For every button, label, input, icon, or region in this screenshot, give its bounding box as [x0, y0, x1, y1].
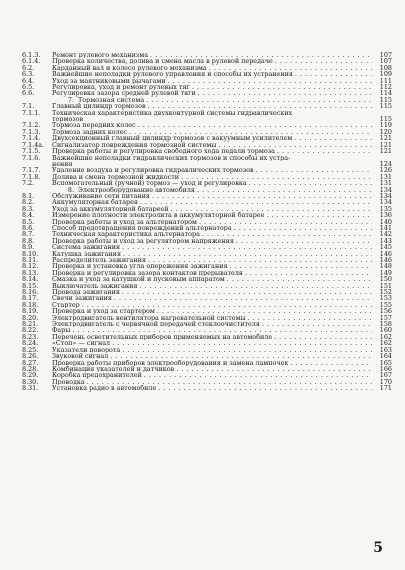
toc-entry-page: 156 [379, 308, 392, 315]
toc-entry-page: 111 [379, 77, 392, 85]
toc-entry-number: 8.12. [22, 263, 39, 270]
toc-entry-title: Проверка работы и регулировка свободного хода педали тормоза [52, 148, 275, 155]
toc-entry-title: Вспомогательный (ручной) тормоз — уход и регулировка [52, 180, 247, 187]
toc-entry-number: 8.8. [22, 237, 35, 245]
toc-entry-page: 146 [379, 250, 392, 257]
toc-entry-page: 115 [379, 103, 392, 110]
toc-entry-title: Важнейшие неполадки гидравлических тормозов и способы их устра- [52, 154, 291, 161]
toc-entry-number: 8.18. [22, 301, 39, 309]
toc-entry-title: Способ предотвращения повреждений альтернатора [52, 224, 232, 232]
toc-entry-title: Проверка и уход за стартером [52, 308, 155, 315]
toc-entry-page: 151 [379, 282, 392, 290]
toc-entry-title: Проверка количества, долива и смена масла в рулевой передаче [52, 58, 273, 65]
toc-entry-number: 7.1.6. [22, 154, 41, 161]
toc-entry-page: 112 [379, 84, 392, 91]
toc-entry-number: 7.1.5. [22, 148, 41, 155]
toc-entry-page: 119 [379, 122, 392, 129]
toc-entry-title: Коробка предохранителей [52, 372, 142, 379]
toc-entry-title: Свечи зажигания [52, 295, 112, 302]
toc-entry-number: 7.1.4а. [22, 141, 45, 149]
toc-entry-title: Уход за маятниковыми рычагами [52, 77, 166, 85]
toc-entry-page: 157 [379, 314, 392, 322]
toc-entry-page: 142 [379, 231, 392, 238]
toc-leader-dots [275, 148, 372, 154]
toc-entry-title: Техническая характеристика двухконтурной системы гидравлических [52, 109, 293, 117]
toc-entry-number: 8.6. [22, 224, 35, 232]
toc-entry-page: 107 [379, 58, 392, 65]
toc-entry-page: 136 [379, 212, 392, 219]
toc-entry-page: 153 [379, 295, 392, 302]
toc-entry-number: 6.6. [22, 90, 35, 97]
toc-entry-page: 126 [379, 167, 392, 174]
toc-entry-number: 8.21. [22, 321, 39, 328]
toc-entry-title: Проверка и регулировка зазора контактов прерывателя [52, 269, 243, 277]
toc-entry-title: Проверка и установка угла опережения зажигания [52, 263, 228, 270]
toc-entry-number: 7.1.7. [22, 167, 41, 174]
toc-entry-title: Ремонт рулевого механизма [52, 52, 149, 59]
toc-entry-title: Обслуживание сети питания [52, 192, 150, 200]
toc-entry-number: 7.1. [22, 103, 35, 110]
toc-entry-page: 162 [379, 340, 392, 347]
toc-entry-page: 115 [379, 116, 392, 123]
toc-entry-page: 149 [379, 269, 392, 277]
toc-entry-number: 8.24. [22, 340, 39, 347]
toc-entry-page: 120 [379, 128, 392, 136]
toc-entry-page: 166 [379, 365, 392, 373]
toc-entry-title: Электрооборудование автомобиля [78, 186, 195, 193]
toc-entry-title: Карданный вал и колесо рулевого механизма [52, 64, 207, 72]
toc-entry [22, 385, 392, 391]
toc-entry-title: Провода зажигания [52, 289, 120, 296]
toc-entry-title: Выключатель зажигания [52, 282, 138, 290]
toc-entry-number: 8.23. [22, 333, 39, 341]
toc-entry-page: 146 [379, 257, 392, 264]
toc-entry-page: 121 [379, 148, 392, 155]
toc-entry-number: 8.28. [22, 365, 39, 373]
toc-entry-title: Распределитель зажигания [52, 257, 146, 264]
toc-entry-title: Электродвигатель с червячной передачей стеклоочистителя [52, 321, 260, 328]
toc-entry-page: 171 [379, 385, 392, 392]
toc-entry-page: 135 [379, 205, 392, 213]
toc-entry-number: 8.26. [22, 353, 39, 360]
toc-entry-number: 8.4. [22, 212, 35, 219]
toc-entry-number: 7.1.1. [22, 109, 41, 117]
toc-entry-title: Тормозная система [78, 96, 145, 104]
toc-entry-page: 121 [379, 141, 392, 149]
table-of-contents [22, 52, 392, 392]
toc-entry-page: 160 [379, 327, 392, 334]
toc-entry-number: 7.1.3. [22, 128, 41, 136]
toc-entry-page: 115 [379, 96, 392, 104]
toc-entry-title: Звуковой сигнал [52, 353, 109, 360]
toc-entry-number: 8.1. [22, 192, 35, 200]
toc-leader-dots [146, 103, 372, 109]
toc-entry-page: 134 [379, 192, 392, 200]
toc-entry-page: 131 [379, 180, 392, 187]
toc-entry-page: 121 [379, 135, 392, 142]
toc-entry-number: 8.27. [22, 359, 39, 366]
toc-entry-page: 155 [379, 301, 392, 309]
toc-entry-title: Регулировка, уход и ремонт рулевых тяг [52, 84, 190, 91]
toc-entry-number: 7. [67, 96, 74, 104]
toc-entry-page: 114 [379, 90, 392, 97]
toc-entry-title: Проверка работы и уход за альтернатором [52, 218, 197, 225]
toc-entry-page: 145 [379, 244, 392, 251]
toc-entry-title: Важнейшие неполадки рулевого управления и способы их устранения [52, 71, 293, 78]
toc-entry-number: 8.20. [22, 314, 39, 322]
toc-entry-page: 164 [379, 353, 392, 360]
toc-entry-page: 170 [379, 378, 392, 386]
toc-entry-number: 7.1.8. [22, 173, 41, 181]
toc-entry-title: Тормоза задних колес [52, 128, 127, 136]
toc-entry-title: Электродвигатель вентилятора нагревательной системы [52, 314, 246, 322]
toc-entry-page: 109 [379, 71, 392, 78]
toc-entry-title: «Стоп» — сигнал [52, 340, 111, 347]
toc-entry-title: Уход за аккумуляторной батареей [52, 205, 169, 213]
toc-entry-page: 131 [379, 173, 392, 181]
toc-entry-title: Перечень осветительных приборов применяемых на автомобиле [52, 333, 273, 341]
toc-entry-page: 134 [379, 186, 392, 193]
toc-entry-title: Смазка и уход за катушкой и пусковым аппаратом [52, 276, 225, 283]
toc-entry-title: Фары [52, 327, 71, 334]
toc-entry-page: 107 [379, 52, 392, 59]
toc-entry-page: 163 [379, 346, 392, 354]
toc-entry-number: 8.30. [22, 378, 39, 386]
toc-entry-page: 134 [379, 199, 392, 206]
toc-entry-number: 8.10. [22, 250, 39, 257]
toc-entry-page: 148 [379, 263, 392, 270]
toc-entry-number: 7.2. [22, 180, 35, 187]
toc-entry-number: 8.13. [22, 269, 39, 277]
toc-entry-page: 143 [379, 237, 392, 245]
toc-entry-number: 8.31. [22, 385, 39, 392]
toc-entry-title: Главный цилиндр тормозов [52, 103, 146, 110]
toc-entry-title: Сигнализатор повреждения тормозной системы [52, 141, 217, 149]
toc-entry-number: 8.9. [22, 244, 35, 251]
toc-entry-title: Техническая характеристика альтернатора [52, 231, 200, 238]
toc-entry-page: 124 [379, 160, 392, 168]
toc-entry-page: 162 [379, 333, 392, 341]
toc-entry-number: 7.1.4. [22, 135, 41, 142]
toc-entry-number: 6.5. [22, 84, 35, 91]
toc-entry-number: 6.2. [22, 64, 35, 72]
toc-entry-title: Тормоза передних колес [52, 122, 136, 129]
toc-leader-dots [156, 385, 372, 391]
toc-entry-page: 165 [379, 359, 392, 366]
toc-entry-number: 7.1.2. [22, 122, 41, 129]
toc-entry-number: 8.5. [22, 218, 35, 225]
toc-entry-title: Проверка работы и уход за регулятором напряжения [52, 237, 234, 245]
toc-entry-title: Проводка [52, 378, 85, 386]
toc-entry-title: нения [52, 160, 73, 168]
toc-entry-title: Стартер [52, 301, 80, 309]
toc-entry-title: Комбинация указателей и датчиков [52, 365, 175, 373]
toc-entry-number: 8.19. [22, 308, 39, 315]
toc-entry-number: 8.29. [22, 372, 39, 379]
toc-entry-number: 8.11. [22, 257, 39, 264]
toc-entry-number: 8.16. [22, 289, 39, 296]
toc-entry-number: 6.4. [22, 77, 35, 85]
toc-entry-number: 8.22. [22, 327, 39, 334]
toc-entry-page: 152 [379, 289, 392, 296]
toc-entry-number: 8.7. [22, 231, 35, 238]
toc-entry-number: 6.1.4. [22, 58, 41, 65]
toc-entry-number: 6.1.3. [22, 52, 41, 59]
toc-entry-title: Двухсекционный главный цилиндр тормозов с вакуумным усилителем [52, 135, 293, 142]
toc-entry-number: 8.15. [22, 282, 39, 290]
toc-entry-title: Система зажигания [52, 244, 121, 251]
toc-entry-title: Долива и смена тормозной жидкости [52, 173, 179, 181]
toc-entry-title: Аккумуляторная батарея [52, 199, 138, 206]
toc-entry-title: Удаление воздуха и регулировка гидравлических тормозов [52, 167, 254, 174]
toc-entry-number: 8.17. [22, 295, 39, 302]
toc-entry-page: 140 [379, 218, 392, 225]
toc-entry-page: 158 [379, 321, 392, 328]
toc-entry-number: 6.3. [22, 71, 35, 78]
toc-entry-title: Указатели поворота [52, 346, 121, 354]
toc-entry-number: 8.2. [22, 199, 35, 206]
toc-entry-page: 108 [379, 64, 392, 72]
toc-entry-number: 8. [67, 186, 74, 193]
toc-entry-page: 141 [379, 224, 392, 232]
toc-entry-title: Катушка зажигания [52, 250, 121, 257]
toc-entry-number: 8.25. [22, 346, 39, 354]
toc-entry-title: Измерение плотности электролита в аккумуляторной батарее [52, 212, 265, 219]
page-number: 5 [373, 540, 383, 556]
toc-entry-title: Установка радио в автомобиле [52, 385, 157, 392]
toc-entry-number: 8.3. [22, 205, 35, 213]
toc-entry-title: тормозов [52, 116, 84, 123]
toc-entry-title: Регулировка зазора средней рулевой тяги [52, 90, 196, 97]
toc-entry-page: 150 [379, 276, 392, 283]
toc-entry-title: Проверка работы приборов электрооборудования и замена лампочек [52, 359, 289, 366]
toc-entry-page: 167 [379, 372, 392, 379]
toc-entry-number: 8.14. [22, 276, 39, 283]
